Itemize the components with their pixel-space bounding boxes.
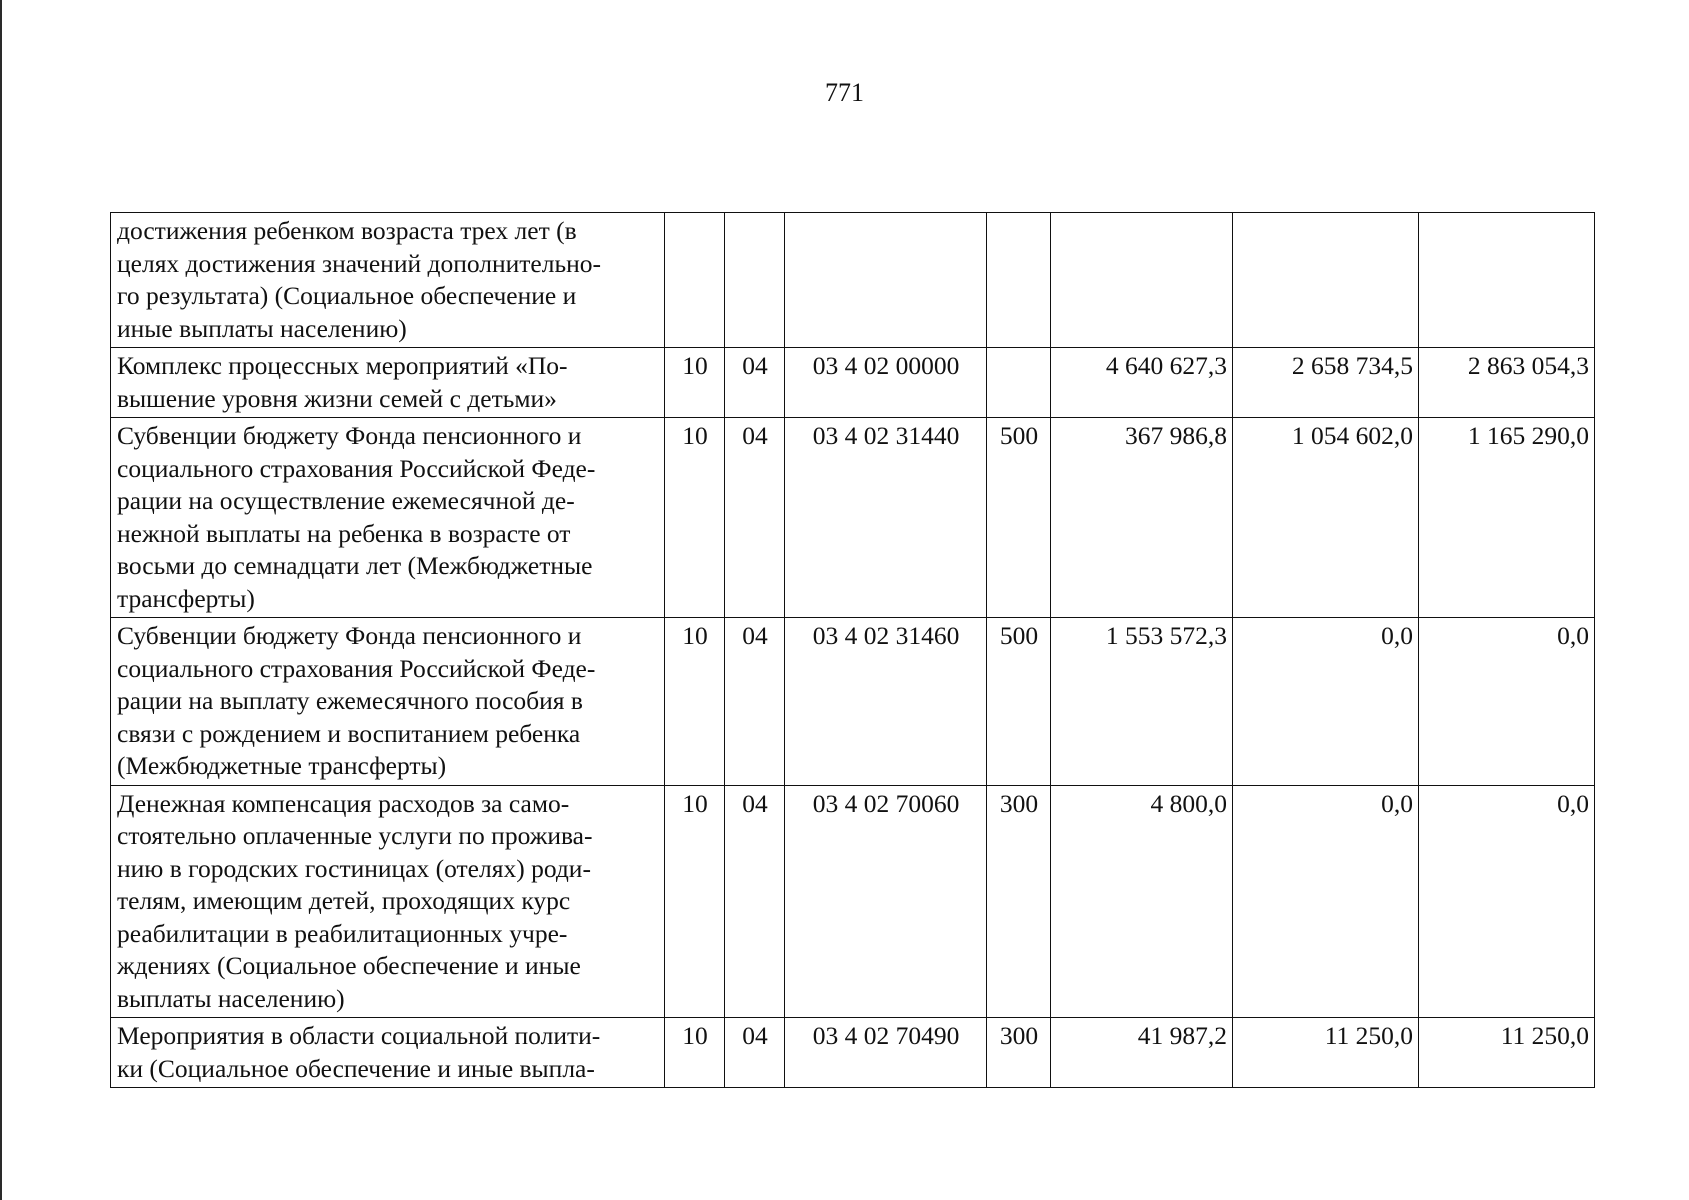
amount-year-2-cell: 11 250,0 [1233, 1018, 1419, 1088]
amount-year-3-cell: 0,0 [1419, 785, 1595, 1018]
expense-name-line: Мероприятия в области социальной полити- [117, 1021, 601, 1050]
expense-name-line: социального страхования Российской Феде- [117, 653, 596, 683]
amount-year-2-cell [1233, 213, 1419, 348]
expense-type-cell: 300 [987, 785, 1051, 1018]
expense-name-line: ждениях (Социальное обеспечение и иные [117, 951, 581, 980]
scan-left-edge [0, 0, 2, 1200]
target-article-cell [785, 213, 987, 348]
expense-name-line: Комплекс процессных мероприятий «По- [117, 351, 568, 380]
subsection-code-cell [725, 213, 785, 348]
table-row [111, 418, 1595, 618]
amount-year-3-cell: 11 250,0 [1419, 1018, 1595, 1088]
expense-name-line: Субвенции бюджету Фонда пенсионного и [117, 421, 582, 450]
subsection-code-cell: 04 [725, 1018, 785, 1088]
expense-name-line: стоятельно оплаченные услуги по прожива- [117, 821, 593, 850]
target-article-cell: 03 4 02 70060 [785, 785, 987, 1018]
table-row [111, 618, 1595, 786]
section-code-cell: 10 [665, 785, 725, 1018]
section-code-cell [665, 213, 725, 348]
expense-name-line: достижения ребенком возраста трех лет (в [117, 216, 577, 245]
expense-name-line: целях достижения значений дополнительно- [117, 248, 601, 278]
target-article-cell: 03 4 02 70490 [785, 1018, 987, 1088]
amount-year-2-cell: 0,0 [1233, 785, 1419, 1018]
expense-name-line: телям, имеющим детей, проходящих курс [117, 886, 571, 915]
expense-name-line: выплаты населению) [117, 983, 345, 1013]
amount-year-3-cell: 1 165 290,0 [1419, 418, 1595, 618]
expense-name-cell [111, 213, 665, 348]
subsection-code-cell: 04 [725, 348, 785, 418]
expense-name-cell [111, 1018, 665, 1088]
subsection-code-cell: 04 [725, 618, 785, 786]
section-code-cell: 10 [665, 418, 725, 618]
expense-type-cell [987, 348, 1051, 418]
amount-year-1-cell: 1 553 572,3 [1051, 618, 1233, 786]
section-code-cell: 10 [665, 618, 725, 786]
section-code-cell: 10 [665, 348, 725, 418]
expense-name-line: рации на выплату ежемесячного пособия в [117, 686, 583, 715]
amount-year-1-cell: 41 987,2 [1051, 1018, 1233, 1088]
subsection-code-cell: 04 [725, 785, 785, 1018]
expense-name-line: ки (Социальное обеспечение и иные выпла- [117, 1053, 595, 1083]
expense-name-line: социального страхования Российской Феде- [117, 453, 596, 483]
amount-year-2-cell: 1 054 602,0 [1233, 418, 1419, 618]
amount-year-3-cell [1419, 213, 1595, 348]
expense-name-line: (Межбюджетные трансферты) [117, 751, 447, 780]
budget-table-body [111, 213, 1595, 1088]
amount-year-1-cell: 367 986,8 [1051, 418, 1233, 618]
budget-table [110, 212, 1595, 1088]
table-row [111, 1018, 1595, 1088]
expense-name-line: вышение уровня жизни семей с детьми» [117, 383, 557, 413]
expense-name-line: Субвенции бюджету Фонда пенсионного и [117, 621, 582, 650]
section-code-cell: 10 [665, 1018, 725, 1088]
amount-year-1-cell [1051, 213, 1233, 348]
amount-year-2-cell: 0,0 [1233, 618, 1419, 786]
expense-type-cell: 500 [987, 418, 1051, 618]
expense-name-line: иные выплаты населению) [117, 313, 407, 343]
expense-type-cell [987, 213, 1051, 348]
expense-name-cell [111, 418, 665, 618]
amount-year-3-cell: 0,0 [1419, 618, 1595, 786]
expense-name-line: нию в городских гостиницах (отелях) роди- [117, 853, 591, 883]
target-article-cell: 03 4 02 00000 [785, 348, 987, 418]
expense-type-cell: 300 [987, 1018, 1051, 1088]
expense-name-line: восьми до семнадцати лет (Межбюджетные [117, 551, 593, 580]
expense-name-cell [111, 618, 665, 786]
expense-name-line: реабилитации в реабилитационных учре- [117, 918, 568, 948]
target-article-cell: 03 4 02 31460 [785, 618, 987, 786]
expense-type-cell: 500 [987, 618, 1051, 786]
expense-name-line: рации на осуществление ежемесячной де- [117, 486, 575, 515]
expense-name-line: го результата) (Социальное обеспечение и [117, 281, 577, 310]
expense-name-line: Денежная компенсация расходов за само- [117, 788, 570, 818]
page-number: 771 [825, 78, 864, 107]
expense-name-cell [111, 785, 665, 1018]
amount-year-3-cell: 2 863 054,3 [1419, 348, 1595, 418]
table-row [111, 785, 1595, 1018]
table-row [111, 213, 1595, 348]
amount-year-2-cell: 2 658 734,5 [1233, 348, 1419, 418]
table-row [111, 348, 1595, 418]
subsection-code-cell: 04 [725, 418, 785, 618]
expense-name-cell [111, 348, 665, 418]
amount-year-1-cell: 4 640 627,3 [1051, 348, 1233, 418]
amount-year-1-cell: 4 800,0 [1051, 785, 1233, 1018]
expense-name-line: трансферты) [117, 583, 255, 613]
expense-name-line: нежной выплаты на ребенка в возрасте от [117, 518, 571, 548]
expense-name-line: связи с рождением и воспитанием ребенка [117, 718, 581, 748]
target-article-cell: 03 4 02 31440 [785, 418, 987, 618]
